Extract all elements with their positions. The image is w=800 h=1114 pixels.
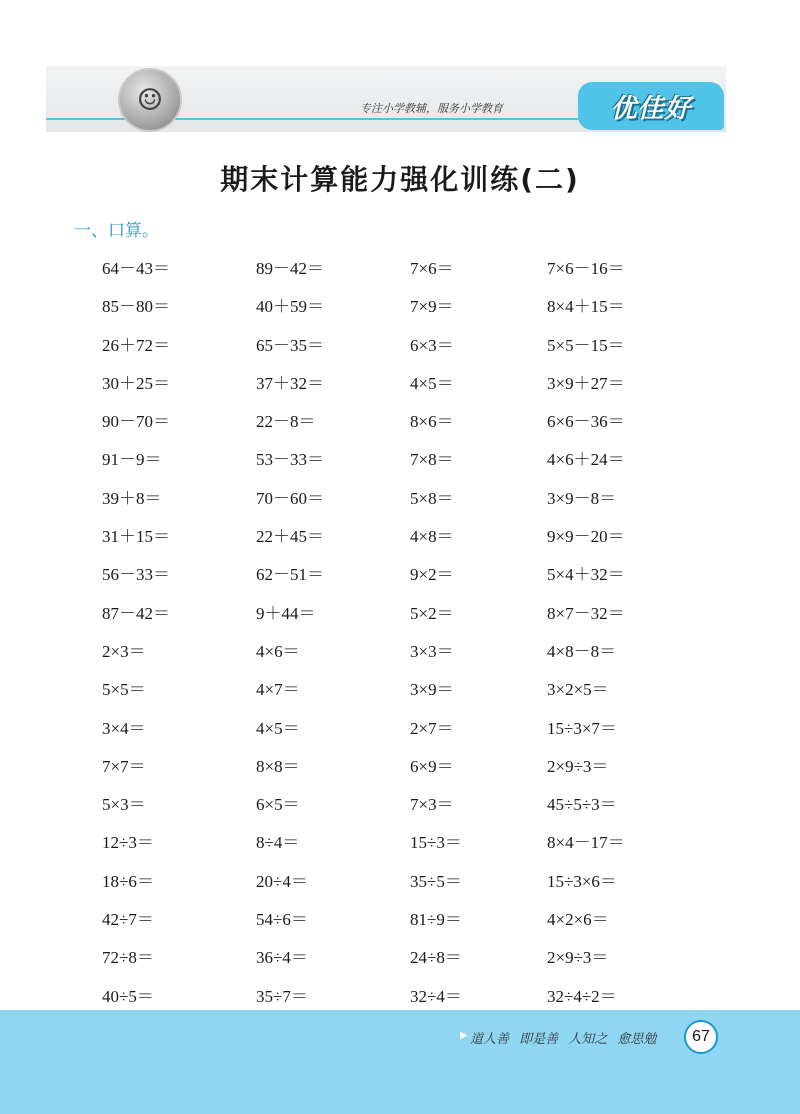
problem-item: 8×6＝ [410, 412, 454, 432]
problem-item: 6×6－36＝ [547, 412, 625, 432]
problem-item: 2×9÷3＝ [547, 948, 609, 968]
problem-item: 40÷5＝ [102, 986, 154, 1006]
problem-item: 7×3＝ [410, 795, 454, 815]
problem-item: 12÷3＝ [102, 833, 154, 853]
problem-item: 4×6＝ [256, 641, 300, 661]
problem-row [0, 599, 800, 637]
problem-item: 70－60＝ [256, 488, 324, 508]
problem-item: 7×7＝ [102, 756, 146, 776]
problem-item: 54÷6＝ [256, 910, 308, 930]
problem-item: 45÷5÷3＝ [547, 795, 617, 815]
problem-item: 6×5＝ [256, 795, 300, 815]
problem-row [0, 292, 800, 330]
problem-item: 90－70＝ [102, 412, 170, 432]
problem-row [0, 714, 800, 752]
problem-item: 91－9＝ [102, 450, 162, 470]
problem-item: 26＋72＝ [102, 335, 170, 355]
problem-item: 4×2×6＝ [547, 910, 609, 930]
problem-row [0, 484, 800, 522]
problem-item: 6×3＝ [410, 335, 454, 355]
problem-item: 64－43＝ [102, 259, 170, 278]
brand-logo [578, 82, 724, 130]
problem-item: 9×9－20＝ [547, 527, 625, 547]
problem-item: 7×6－16＝ [547, 259, 625, 278]
problem-item: 35÷5＝ [410, 871, 462, 891]
problem-item: 8×7－32＝ [547, 603, 625, 623]
problem-item: 7×8＝ [410, 450, 454, 470]
problem-row [0, 867, 800, 905]
problem-item: 9×2＝ [410, 565, 454, 585]
problem-row [0, 790, 800, 828]
problem-item: 22－8＝ [256, 412, 316, 432]
page-title: 期末计算能力强化训练(二) [220, 163, 580, 196]
problem-item: 15÷3＝ [410, 833, 462, 853]
page-number: 67 [684, 1020, 718, 1054]
problem-row [0, 560, 800, 598]
problem-item: 87－42＝ [102, 603, 170, 623]
problem-item: 56－33＝ [102, 565, 170, 585]
problem-row [0, 943, 800, 981]
problem-item: 2×3＝ [102, 641, 146, 661]
problem-grid [0, 254, 800, 1020]
problem-item: 24÷8＝ [410, 948, 462, 968]
footer-band [0, 1010, 800, 1114]
footer-motto: 道人善 即是善 人知之 愈思勉 [470, 1032, 657, 1047]
problem-item: 15÷3×7＝ [547, 718, 617, 738]
problem-item: 5×5－15＝ [547, 335, 625, 355]
problem-item: 3×4＝ [102, 718, 146, 738]
problem-item: 3×9＝ [410, 680, 454, 700]
problem-item: 3×9－8＝ [547, 488, 617, 508]
problem-item: 5×3＝ [102, 795, 146, 815]
problem-item: 18÷6＝ [102, 871, 154, 891]
problem-item: 32÷4÷2＝ [547, 986, 617, 1006]
problem-item: 65－35＝ [256, 335, 324, 355]
problem-item: 85－80＝ [102, 297, 170, 317]
problem-row [0, 407, 800, 445]
problem-item: 72÷8＝ [102, 948, 154, 968]
problem-item: 3×2×5＝ [547, 680, 609, 700]
problem-item: 8×8＝ [256, 756, 300, 776]
problem-item: 3×3＝ [410, 641, 454, 661]
problem-row [0, 828, 800, 866]
problem-item: 4×6＋24＝ [547, 450, 625, 470]
problem-item: 8÷4＝ [256, 833, 300, 853]
problem-item: 4×7＝ [256, 680, 300, 700]
problem-item: 37＋32＝ [256, 373, 324, 393]
problem-row [0, 445, 800, 483]
problem-item: 20÷4＝ [256, 871, 308, 891]
problem-row [0, 752, 800, 790]
mascot-medallion: ☺ [118, 68, 182, 132]
problem-item: 6×9＝ [410, 756, 454, 776]
problem-item: 5×2＝ [410, 603, 454, 623]
problem-item: 22＋45＝ [256, 527, 324, 547]
problem-row [0, 331, 800, 369]
problem-item: 4×8－8＝ [547, 641, 617, 661]
problem-item: 2×9÷3＝ [547, 756, 609, 776]
problem-item: 7×6＝ [410, 259, 454, 278]
problem-item: 35÷7＝ [256, 986, 308, 1006]
problem-item: 8×4＋15＝ [547, 297, 625, 317]
problem-item: 5×8＝ [410, 488, 454, 508]
problem-row [0, 675, 800, 713]
problem-item: 4×8＝ [410, 527, 454, 547]
problem-item: 62－51＝ [256, 565, 324, 585]
problem-item: 40＋59＝ [256, 297, 324, 317]
arrow-icon: ▶ [460, 1030, 468, 1041]
problem-item: 32÷4＝ [410, 986, 462, 1006]
brand-logo-text: 优佳好 [610, 93, 692, 124]
problem-item: 53－33＝ [256, 450, 324, 470]
problem-row [0, 369, 800, 407]
problem-item: 7×9＝ [410, 297, 454, 317]
problem-item: 4×5＝ [410, 373, 454, 393]
problem-item: 30＋25＝ [102, 373, 170, 393]
problem-item: 89－42＝ [256, 259, 324, 278]
problem-item: 5×4＋32＝ [547, 565, 625, 585]
problem-item: 81÷9＝ [410, 910, 462, 930]
problem-item: 31＋15＝ [102, 527, 170, 547]
problem-item: 42÷7＝ [102, 910, 154, 930]
problem-item: 5×5＝ [102, 680, 146, 700]
problem-item: 4×5＝ [256, 718, 300, 738]
problem-row [0, 637, 800, 675]
problem-item: 9＋44＝ [256, 603, 316, 623]
problem-item: 39＋8＝ [102, 488, 162, 508]
problem-item: 3×9＋27＝ [547, 373, 625, 393]
problem-item: 36÷4＝ [256, 948, 308, 968]
problem-item: 15÷3×6＝ [547, 871, 617, 891]
section-heading: 一、口算。 [74, 221, 159, 241]
problem-row [0, 522, 800, 560]
problem-row [0, 254, 800, 292]
header-slogan: 专注小学教辅，服务小学教育 [360, 102, 503, 115]
problem-item: 8×4－17＝ [547, 833, 625, 853]
problem-item: 2×7＝ [410, 718, 454, 738]
problem-row [0, 905, 800, 943]
